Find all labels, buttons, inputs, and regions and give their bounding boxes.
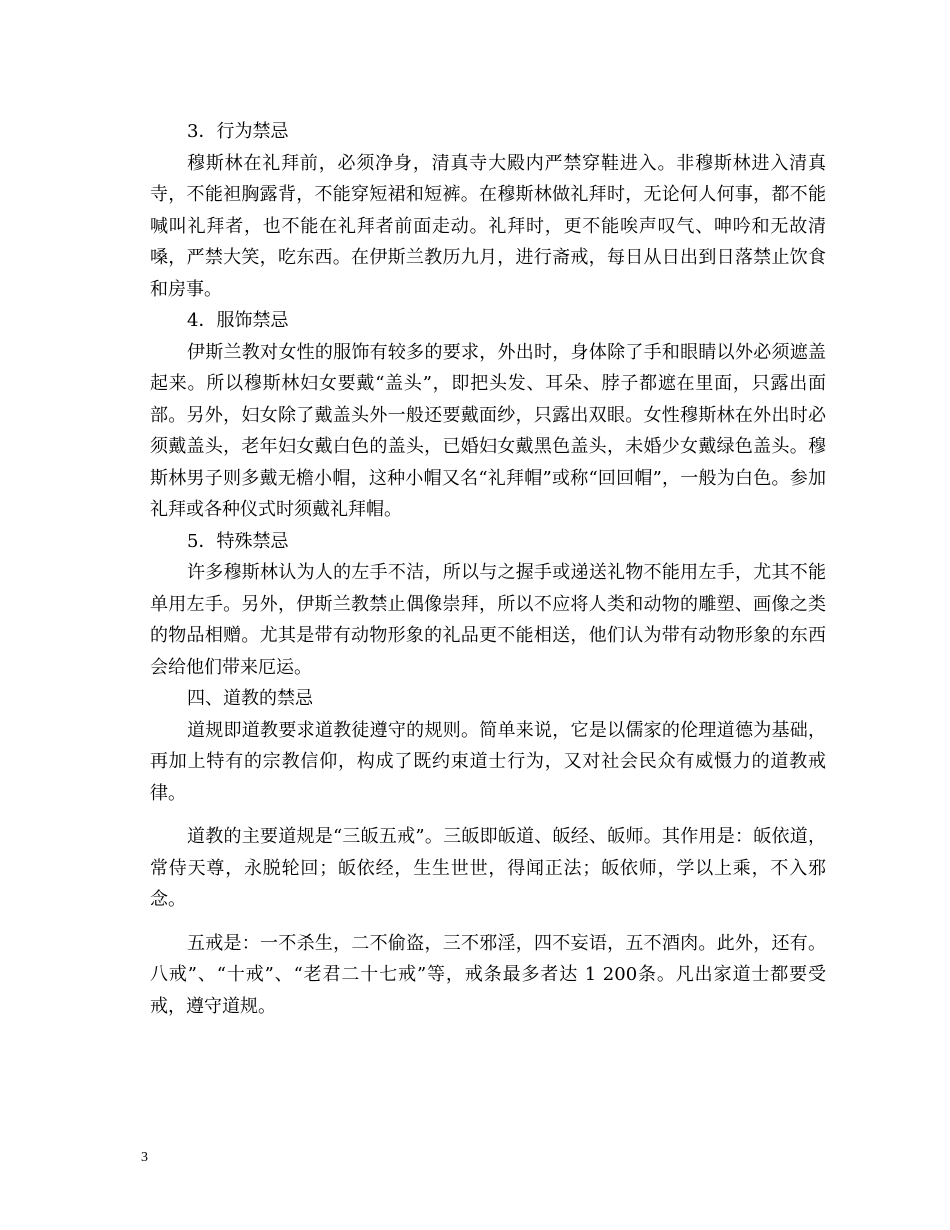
paragraph-three-refuges-five-precepts: 道教的主要道规是“三皈五戒”。三皈即皈道、皈经、皈师。其作用是：皈依道，常侍天尊，永脱轮回；皈依经，生生世世，得闻正法；皈依师，学以上乘，不入邪念。 [150, 826, 826, 910]
paragraph-special-taboos: 许多穆斯林认为人的左手不洁，所以与之握手或递送礼物不能用左手，尤其不能单用左手。另外，伊斯兰教禁止偶像崇拜，所以不应将人类和动物的雕塑、画像之类的物品相赠。尤其是带有动物形象的礼品更不能相送，他们认为带有动物形象的东西会给他们带来厄运。 [150, 562, 826, 678]
paragraph-taoist-rules: 道规即道教要求道教徒遵守的规则。简单来说，它是以儒家的伦理道德为基础，再加上特有的宗教信仰，构成了既约束道士行为，又对社会民众有威慑力的道教戒律。 [150, 719, 826, 804]
paragraph-five-precepts: 五戒是：一不杀生，二不偷盗，三不邪淫，四不妄语，五不酒肉。此外，还有。八戒”、“十戒”、“老君二十七戒”等，戒条最多者达 1 200条。凡出家道士都要受戒，遵守道规。 [150, 932, 826, 1017]
section-heading-taoism-taboos: 四、道教的禁忌 [187, 688, 313, 709]
page-number: 3 [141, 1150, 148, 1165]
section-heading-behavior-taboos: 3．行为禁忌 [187, 121, 289, 142]
paragraph-behavior-taboos: 穆斯林在礼拜前，必须净身，清真寺大殿内严禁穿鞋进入。非穆斯林进入清真寺，不能袒胸露背，不能穿短裙和短裤。在穆斯林做礼拜时，无论何人何事，都不能喊叫礼拜者，也不能在礼拜者前面走动。礼拜时，更不能唉声叹气、呻吟和无故清嗓，严禁大笑，吃东西。在伊斯兰教历九月，进行斋戒，每日从日出到日落禁止饮食和房事。 [150, 152, 826, 300]
paragraph-clothing-taboos: 伊斯兰教对女性的服饰有较多的要求，外出时，身体除了手和眼睛以外必须遮盖起来。所以穆斯林妇女要戴“盖头”，即把头发、耳朵、脖子都遮在里面，只露出面部。另外，妇女除了戴盖头外一般还要戴面纱，只露出双眼。女性穆斯林在外出时必须戴盖头，老年妇女戴白色的盖头，已婚妇女戴黑色盖头，未婚少女戴绿色盖头。穆斯林男子则多戴无檐小帽，这种小帽又名“礼拜帽”或称“回回帽”，一般为白色。参加礼拜或各种仪式时须戴礼拜帽。 [150, 341, 826, 520]
section-heading-special-taboos: 5．特殊禁忌 [187, 530, 289, 552]
section-heading-clothing-taboos: 4．服饰禁忌 [187, 310, 289, 331]
document-body [150, 116, 826, 1022]
